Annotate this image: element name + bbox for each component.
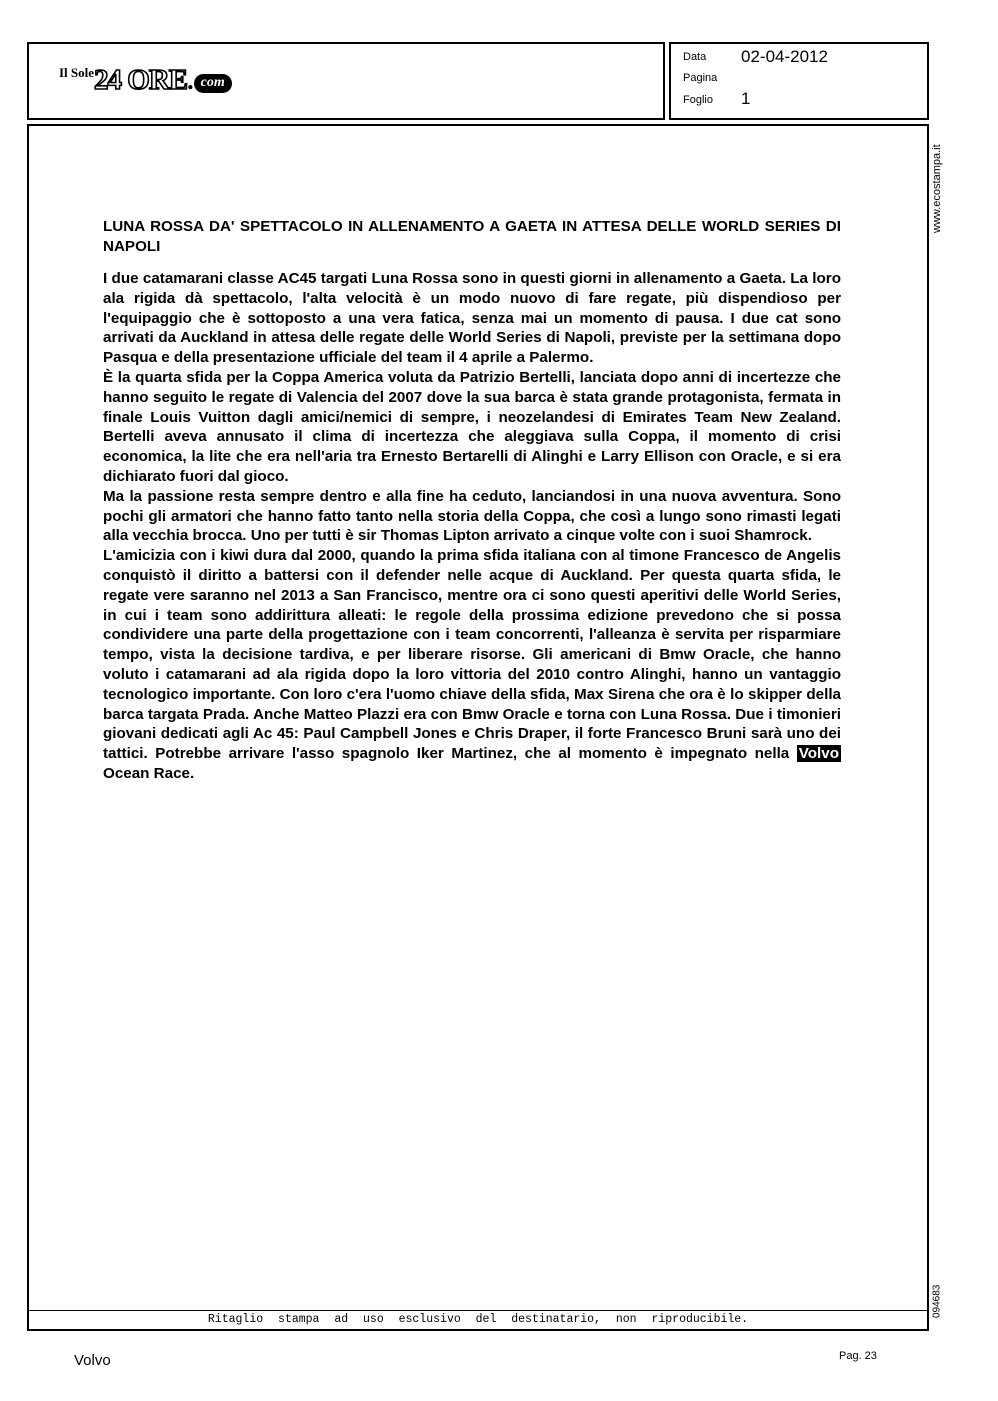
article-paragraph: È la quarta sfida per la Coppa America voluta da Patrizio Bertelli, lanciata dopo anni di incertezze che hanno seguito le regate di Valencia del 2007 dove la sua barca è stata grande protagonista, fermata in finale Louis Vuitton dagli amici/nemici di sempre, i neozelandesi di Emirates Team New Zealand. Bertelli aveva annusato il clima di incertezza che aleggiava sulla Coppa, il momento di crisi economica, la lite che era nell'aria tra Ernesto Bertarelli di Alinghi e Larry Ellison con Oracle, e si era dichiarato fuori dal gioco. [103,368,841,485]
logo-small-text: Il Sole [59,65,95,80]
highlighted-keyword: Volvo [798,745,839,763]
article-body [103,217,841,784]
article-paragraph: I due catamarani classe AC45 targati Luna Rossa sono in questi giorni in allenamento a Gaeta. La loro ala rigida dà spettacolo, l'alta velocità è un modo nuovo di fare regate, più dispendioso per l'equipaggio che è sottoposto a una vera fatica, senza mai un momento di pausa. I due cat sono arrivati da Auckland in attesa delle regate delle World Series di Napoli, previste per la settimana dopo Pasqua e della presentazione ufficiale del team il 4 aprile a Palermo. [103,270,841,367]
side-website: www.ecostampa.it [931,144,943,233]
newspaper-logo [59,64,232,97]
side-code: 094683 [931,1284,943,1318]
data-label: Data [683,51,707,63]
page-number: Pag. 23 [839,1350,877,1362]
data-value: 02-04-2012 [741,47,828,66]
reproduction-notice: Ritaglio stampa ad uso esclusivo del destinatario, non riproducibile. [207,1313,749,1326]
logo-big-text: 24 ORE [94,64,188,96]
header-meta-box [669,42,929,120]
header-logo-box [27,42,665,120]
footer-divider [29,1310,927,1311]
logo-com-badge: com [194,74,232,93]
foglio-value: 1 [741,89,751,108]
pagina-label: Pagina [683,72,718,84]
brand-label: Volvo [74,1352,111,1369]
last-paragraph-start: L'amicizia con i kiwi dura dal 2000, quando la prima sfida italiana con al timone Francesco de Angelis conquistò il diritto a battersi con il defender nelle acque di Auckland. Per questa quarta sfida, le regate vere saranno nel 2013 a San Francisco, mentre ora ci sono questi aperitivi delle World Series, in cui i team sono addirittura alleati: le regole della prossima edizione prevedono che si possa condividere una parte della progettazione con i team concorrenti, l'alleanza è servita per risparmiare tempo, vista la decisione tardiva, e per liberare risorse. Gli americani di Bmw Oracle, che hanno voluto i catamarani ad ala rigida dopo la loro vittoria del 2010 contro Alinghi, hanno un vantaggio tecnologico importante. Con loro c'era l'uomo chiave della sfida, Max Sirena che ora è lo skipper della barca targata Prada. Anche Matteo Plazzi era con Bmw Oracle e torna con Luna Rossa. Due i timonieri giovani dedicati agli Ac 45: Paul Campbell Jones e Chris Draper, il forte Francesco Bruni sarà uno dei tattici. Potrebbe arrivare l'asso spagnolo Iker Martinez, che al momento è impegnato nella [103,547,841,763]
article-paragraph: Ma la passione resta sempre dentro e alla fine ha ceduto, lanciandosi in una nuova avventura. Sono pochi gli armatori che hanno fatto tanto nella storia della Coppa, che così a lungo sono rimasti legati alla vecchia brocca. Uno per tutti è sir Thomas Lipton arrivato a cinque volte con i suoi Shamrock. [103,487,841,545]
logo-dot: . [187,66,194,95]
article-headline: LUNA ROSSA DA' SPETTACOLO IN ALLENAMENTO A GAETA IN ATTESA DELLE WORLD SERIES DI NAPOLI [103,218,841,255]
last-paragraph-end: Ocean Race. [103,764,195,782]
article-paragraph-last [103,546,841,784]
foglio-label: Foglio [683,94,713,106]
